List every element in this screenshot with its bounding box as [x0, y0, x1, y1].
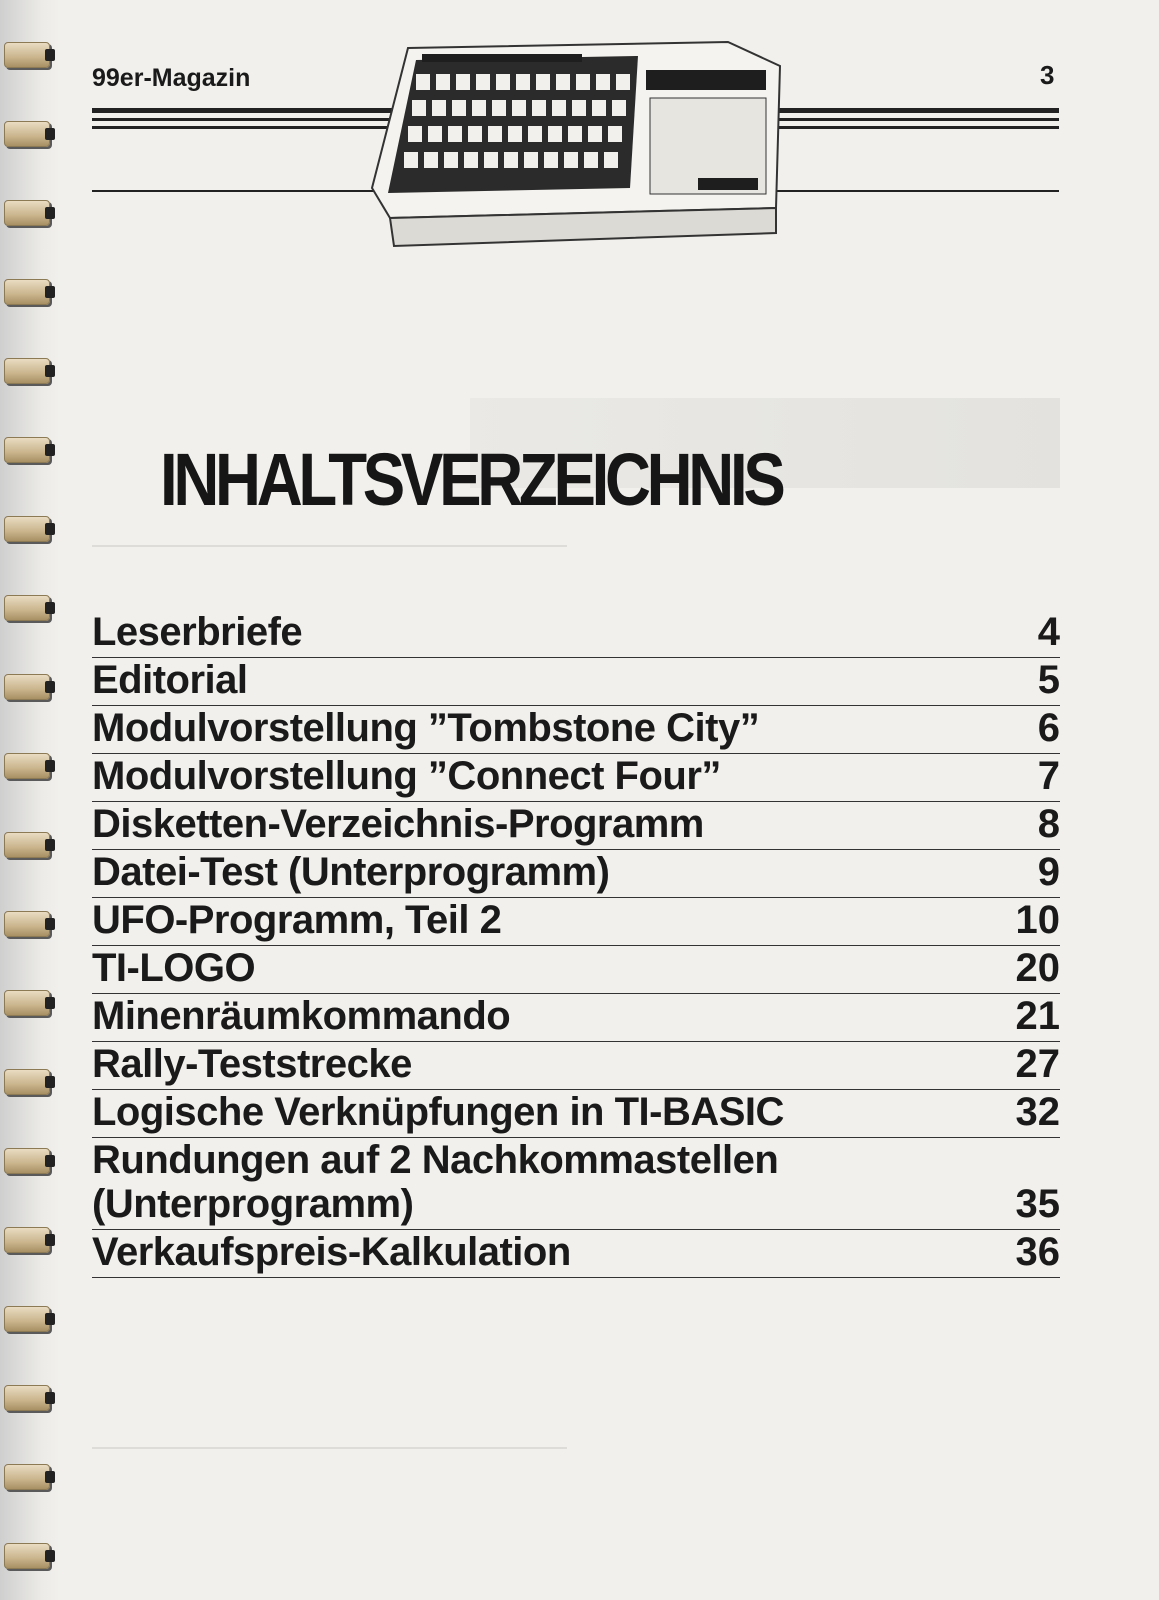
- toc-entry-page: 10: [1015, 898, 1060, 942]
- keyboard-key: [492, 100, 506, 116]
- toc-entry-page: 4: [1037, 610, 1060, 654]
- toc-entry-title: Modulvorstellung ”Tombstone City”: [92, 706, 760, 750]
- keyboard-key: [468, 126, 482, 142]
- keyboard-key: [404, 152, 418, 168]
- spiral-binding: [0, 0, 60, 1600]
- toc-entry-title: Editorial: [92, 658, 248, 702]
- keyboard-key: [568, 126, 582, 142]
- keyboard-key: [612, 100, 626, 116]
- binding-coil: [4, 1464, 50, 1490]
- toc-entry-title: Modulvorstellung ”Connect Four”: [92, 754, 721, 798]
- ti99-computer-illustration: [368, 38, 788, 253]
- keyboard-key: [504, 152, 518, 168]
- toc-entry-page: 7: [1037, 754, 1060, 798]
- toc-entry: [92, 754, 1060, 802]
- keyboard-key: [616, 74, 630, 90]
- toc-entry: [92, 1138, 1060, 1230]
- toc-entry-page: 32: [1015, 1090, 1060, 1134]
- toc-entry: [92, 850, 1060, 898]
- binding-coil: [4, 279, 50, 305]
- keyboard-key: [576, 74, 590, 90]
- binding-coil: [4, 753, 50, 779]
- page-number: 3: [1040, 60, 1055, 90]
- toc-entry-title: Verkaufspreis-Kalkulation: [92, 1230, 571, 1274]
- toc-entry: [92, 802, 1060, 850]
- magazine-name: 99er-Magazin: [92, 64, 251, 92]
- toc-entry-page: 8: [1037, 802, 1060, 846]
- keyboard-key: [412, 100, 426, 116]
- binding-coil: [4, 42, 50, 68]
- toc-entry-title: Rally-Teststrecke: [92, 1042, 412, 1086]
- keyboard-key: [588, 126, 602, 142]
- toc-entry-page: 21: [1015, 994, 1060, 1038]
- keyboard-key: [528, 126, 542, 142]
- binding-coil: [4, 358, 50, 384]
- keyboard-key: [552, 100, 566, 116]
- keyboard-key: [472, 100, 486, 116]
- keyboard-key: [592, 100, 606, 116]
- toc-entry-title: Logische Verknüpfungen in TI-BASIC: [92, 1090, 784, 1134]
- toc-entry: [92, 658, 1060, 706]
- binding-coil: [4, 437, 50, 463]
- binding-coil: [4, 1148, 50, 1174]
- keyboard-key: [516, 74, 530, 90]
- keyboard-key: [596, 74, 610, 90]
- keyboard-key: [512, 100, 526, 116]
- binding-coil: [4, 1385, 50, 1411]
- keyboard-key: [564, 152, 578, 168]
- binding-coil: [4, 911, 50, 937]
- keyboard-key: [584, 152, 598, 168]
- toc-entry-page: 6: [1037, 706, 1060, 750]
- keyboard-key: [548, 126, 562, 142]
- binding-coil: [4, 595, 50, 621]
- binding-coil: [4, 1227, 50, 1253]
- toc-entry: [92, 898, 1060, 946]
- keyboard-key: [464, 152, 478, 168]
- keyboard-key: [444, 152, 458, 168]
- keyboard-key: [424, 152, 438, 168]
- keyboard-key: [544, 152, 558, 168]
- toc-entry-page: 20: [1015, 946, 1060, 990]
- page-title: INHALTSVERZEICHNIS: [160, 438, 782, 521]
- keyboard-key: [408, 126, 422, 142]
- toc-entry-title: Disketten-Verzeichnis-Programm: [92, 802, 704, 846]
- toc-entry-page: 27: [1015, 1042, 1060, 1086]
- keyboard-key: [556, 74, 570, 90]
- keyboard-key: [428, 126, 442, 142]
- toc-entry: [92, 1230, 1060, 1278]
- toc-entry: [92, 1042, 1060, 1090]
- keyboard-key: [524, 152, 538, 168]
- toc-entry: [92, 610, 1060, 658]
- keyboard-key: [436, 74, 450, 90]
- keyboard-key: [604, 152, 618, 168]
- toc-entry-title: TI-LOGO: [92, 946, 256, 990]
- toc-entry-title: Leserbriefe: [92, 610, 303, 654]
- toc-entry-title: Minenräumkommando: [92, 994, 511, 1038]
- keyboard-key: [456, 74, 470, 90]
- keyboard-key: [416, 74, 430, 90]
- toc-entry-page: 9: [1037, 850, 1060, 894]
- binding-coil: [4, 832, 50, 858]
- keyboard-key: [432, 100, 446, 116]
- toc-entry: [92, 1090, 1060, 1138]
- binding-coil: [4, 1543, 50, 1569]
- table-of-contents: [92, 610, 1060, 1278]
- toc-entry-title: Rundungen auf 2 Nachkommastellen (Unterprogramm): [92, 1138, 779, 1226]
- keyboard-key: [488, 126, 502, 142]
- toc-entry: [92, 706, 1060, 754]
- toc-entry-title: UFO-Programm, Teil 2: [92, 898, 502, 942]
- binding-coil: [4, 1306, 50, 1332]
- keyboard-key: [452, 100, 466, 116]
- binding-coil: [4, 516, 50, 542]
- toc-entry: [92, 994, 1060, 1042]
- toc-entry-page: 35: [1015, 1182, 1060, 1226]
- keyboard-key: [496, 74, 510, 90]
- toc-entry-title: Datei-Test (Unterprogramm): [92, 850, 610, 894]
- binding-coil: [4, 1069, 50, 1095]
- binding-coil: [4, 990, 50, 1016]
- toc-entry: [92, 946, 1060, 994]
- binding-coil: [4, 121, 50, 147]
- keyboard-key: [448, 126, 462, 142]
- binding-coil: [4, 674, 50, 700]
- toc-entry-page: 36: [1015, 1230, 1060, 1274]
- toc-entry-page: 5: [1037, 658, 1060, 702]
- keyboard-key: [484, 152, 498, 168]
- binding-coil: [4, 200, 50, 226]
- keyboard-key: [476, 74, 490, 90]
- keyboard-key: [608, 126, 622, 142]
- keyboard-key: [536, 74, 550, 90]
- keyboard-key: [572, 100, 586, 116]
- keyboard-key: [532, 100, 546, 116]
- keyboard-key: [508, 126, 522, 142]
